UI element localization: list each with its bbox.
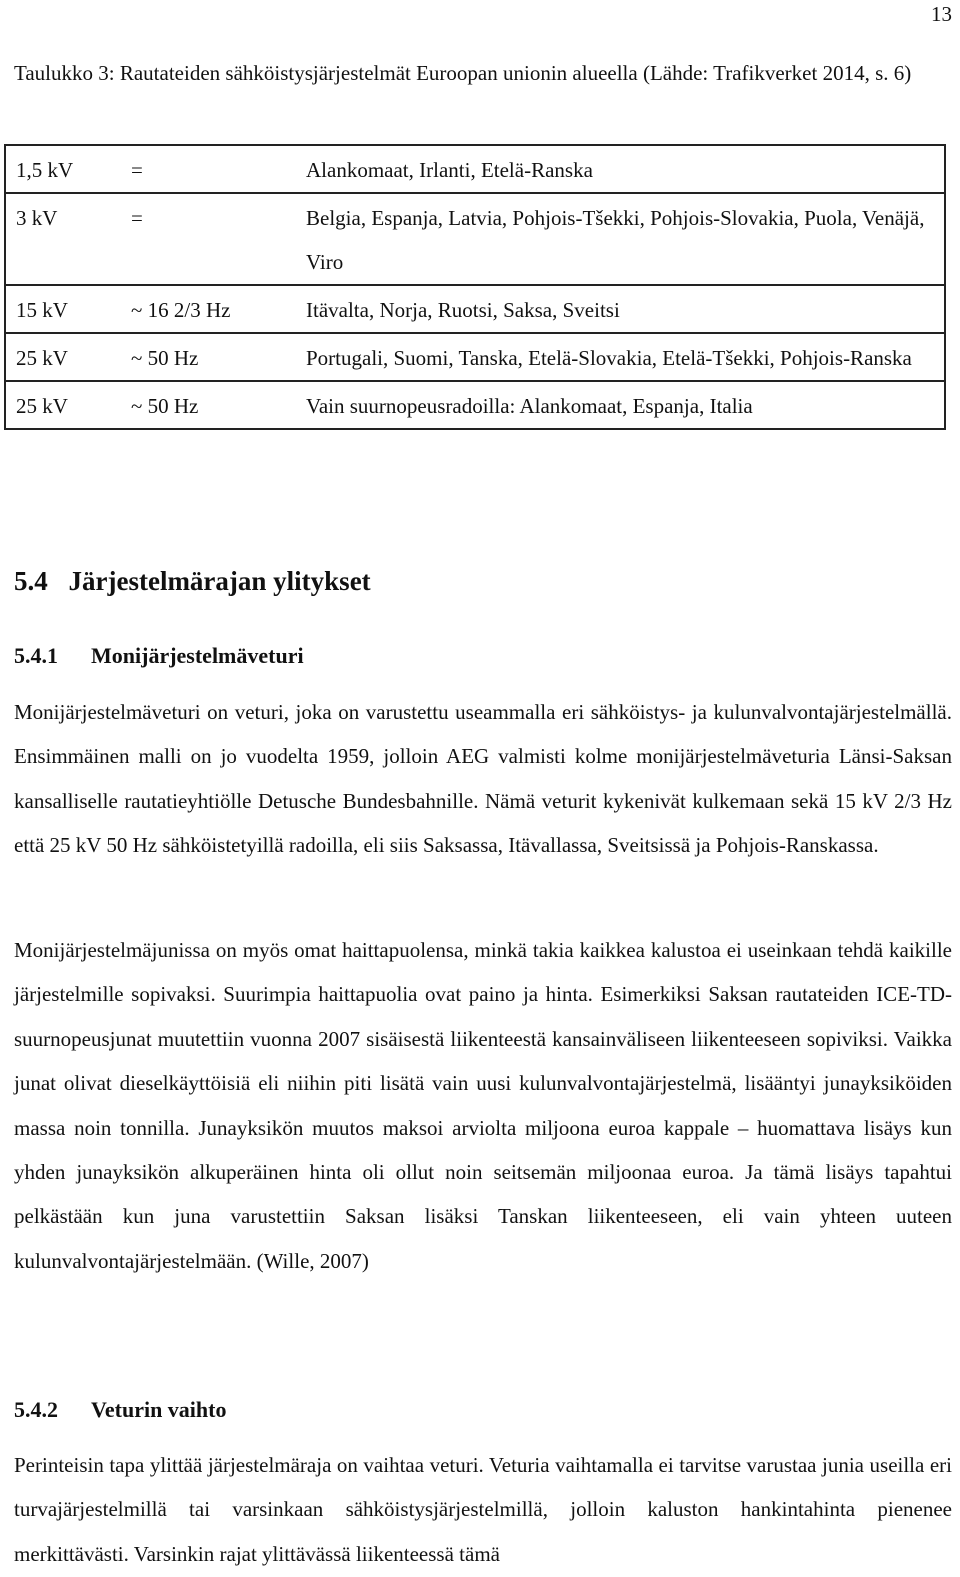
frequency-cell: = [126, 145, 301, 193]
table-row [5, 381, 945, 429]
section-title: Järjestelmärajan ylitykset [68, 566, 371, 596]
section-number: 5.4 [14, 566, 48, 596]
countries-cell: Alankomaat, Irlanti, Etelä-Ranska [301, 145, 945, 193]
countries-cell: Portugali, Suomi, Tanska, Etelä-Slovakia, Etelä-Tšekki, Pohjois-Ranska [301, 333, 945, 381]
subsection-title: Veturin vaihto [91, 1397, 227, 1422]
frequency-cell: ~ 16 2/3 Hz [126, 285, 301, 333]
frequency-cell: ~ 50 Hz [126, 381, 301, 429]
voltage-cell: 25 kV [5, 381, 126, 429]
subsection-number: 5.4.2 [14, 1397, 58, 1422]
paragraph-2: Monijärjestelmäjunissa on myös omat haittapuolensa, minkä takia kaikkea kalustoa ei useinkaan tehdä kaikille järjestelmille sopivaksi. Suurimpia haittapuolia ovat paino ja hinta. Esimerkiksi Saksan rautateiden ICE-TD-suurnopeusjunat muutettiin vuonna 2007 sisäisestä liikenteestä kansainväliseen liikenteeseen sopiviksi. Vaikka junat olivat dieselkäyttöisiä eli niihin piti lisätä vain uusi kulunvalvontajärjestelmä, lisääntyi junayksiköiden massa noin tonnilla. Junayksikön muutos maksoi arviolta miljoona euroa kappale – huomattava lisäys kun yhden junayksikön alkuperäinen hinta oli ollut noin seitsemän miljoonaa euroa. Ja tämä lisäys tapahtui pelkästään kun juna varustettiin Saksan lisäksi Tanskan liikenteeseen, eli vain yhteen uuteen kulunvalvontajärjestelmään. (Wille, 2007) [14, 938, 952, 1273]
subsection-title: Monijärjestelmäveturi [91, 643, 304, 668]
subsection-heading-1 [14, 643, 304, 669]
table-row [5, 333, 945, 381]
countries-cell: Itävalta, Norja, Ruotsi, Saksa, Sveitsi [301, 285, 945, 333]
table-row [5, 145, 945, 193]
subsection-number: 5.4.1 [14, 643, 58, 668]
paragraph-1: Monijärjestelmäveturi on veturi, joka on varustettu useammalla eri sähköistys- ja kulunvalvontajärjestelmällä. Ensimmäinen malli on jo vuodelta 1959, jolloin AEG valmisti kolme monijärjestelmäveturia Länsi-Saksan kansalliselle rautatieyhtiölle Detusche Bundesbahnille. Nämä veturit kykenivät kulkemaan sekä 15 kV 2/3 Hz että 25 kV 50 Hz sähköistetyillä radoilla, eli siis Saksassa, Itävallassa, Sveitsissä ja Pohjois-Ranskassa. [14, 700, 952, 858]
frequency-cell: ~ 50 Hz [126, 333, 301, 381]
table-row [5, 285, 945, 333]
section-heading [14, 566, 371, 597]
voltage-cell: 25 kV [5, 333, 126, 381]
paragraph-3: Perinteisin tapa ylittää järjestelmäraja on vaihtaa veturi. Veturia vaihtamalla ei tarvitse varustaa junia useilla eri turvajärjestelmillä tai varsinkaan sähköistysjärjestelmillä, jolloin kaluston hankintahinta pienenee merkittävästi. Varsinkin rajat ylittävässä liikenteessä tämä [14, 1453, 952, 1566]
voltage-cell: 3 kV [5, 193, 126, 285]
page-number: 13 [931, 2, 952, 26]
voltage-cell: 15 kV [5, 285, 126, 333]
table-caption: Taulukko 3: Rautateiden sähköistysjärjestelmät Euroopan unionin alueella (Lähde: Trafikverket 2014, s. 6) [14, 61, 912, 85]
frequency-cell: = [126, 193, 301, 285]
subsection-heading-2 [14, 1397, 226, 1423]
voltage-cell: 1,5 kV [5, 145, 126, 193]
electrification-table [4, 144, 946, 430]
countries-cell: Vain suurnopeusradoilla: Alankomaat, Espanja, Italia [301, 381, 945, 429]
table-row [5, 193, 945, 285]
countries-cell: Belgia, Espanja, Latvia, Pohjois-Tšekki, Pohjois-Slovakia, Puola, Venäjä, Viro [301, 193, 945, 285]
